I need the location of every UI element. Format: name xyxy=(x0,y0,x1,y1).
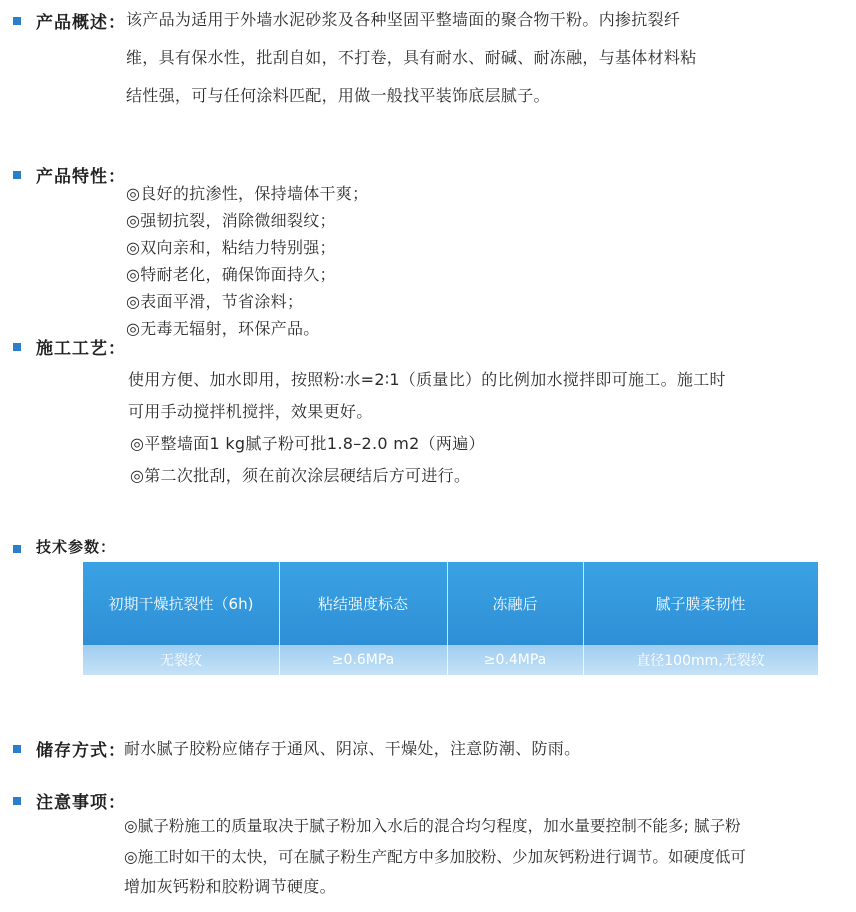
process-line-2: 可用手动搅拌机搅拌，效果更好。 xyxy=(128,402,373,421)
params-value-cell: ≥0.6MPa xyxy=(331,652,395,668)
params-table xyxy=(83,562,818,675)
notes-bullet-icon xyxy=(13,797,21,805)
overview-heading: 产品概述： xyxy=(36,13,126,33)
feature-item: ◎无毒无辐射，环保产品。 xyxy=(126,319,320,338)
storage-heading: 储存方式： xyxy=(36,741,126,761)
params-column-divider xyxy=(447,562,448,675)
params-header-cell: 冻融后 xyxy=(492,595,538,613)
params-value-cell: 无裂纹 xyxy=(160,653,202,669)
params-value-cell: 直径100mm,无裂纹 xyxy=(636,653,765,669)
params-column-divider xyxy=(279,562,280,675)
feature-item: ◎强韧抗裂，消除微细裂纹； xyxy=(126,211,336,230)
params-header-cell: 腻子膜柔韧性 xyxy=(655,595,746,613)
notes-line-2: ◎施工时如干的太快，可在腻子粉生产配方中多加胶粉、少加灰钙粉进行调节。如硬度低可 xyxy=(124,848,747,866)
params-table-value-row xyxy=(83,645,818,675)
feature-item: ◎良好的抗渗性，保持墙体干爽； xyxy=(126,184,369,203)
overview-line-1: 该产品为适用于外墙水泥砂浆及各种坚固平整墙面的聚合物干粉。内掺抗裂纤 xyxy=(126,10,681,29)
process-heading: 施工工艺： xyxy=(36,339,126,359)
overview-line-2: 维，具有保水性，批刮自如，不打卷，具有耐水、耐碱、耐冻融，与基体材料粘 xyxy=(126,48,697,67)
params-header-cell: 初期干燥抗裂性（6h) xyxy=(108,595,254,613)
notes-heading: 注意事项： xyxy=(36,793,126,813)
feature-item: ◎双向亲和，粘结力特别强； xyxy=(126,238,336,257)
feature-item: ◎特耐老化，确保饰面持久； xyxy=(126,265,336,284)
notes-line-1: ◎腻子粉施工的质量取决于腻子粉加入水后的混合均匀程度，加水量要控制不能多; 腻子粉 xyxy=(124,817,741,835)
features-heading: 产品特性： xyxy=(36,167,126,187)
overview-line-3: 结性强，可与任何涂料匹配，用做一般找平装饰底层腻子。 xyxy=(126,86,550,105)
storage-text: 耐水腻子胶粉应储存于通风、阴凉、干燥处，注意防潮、防雨。 xyxy=(124,739,581,758)
params-bullet-icon xyxy=(13,545,21,553)
process-line-1: 使用方便、加水即用，按照粉∶水=2∶1（质量比）的比例加水搅拌即可施工。施工时 xyxy=(128,370,726,389)
params-table-header-row xyxy=(83,562,818,645)
process-line-4: ◎第二次批刮，须在前次涂层硬结后方可进行。 xyxy=(130,466,471,485)
process-line-3: ◎平整墙面1 kg腻子粉可批1.8–2.0 m2（两遍） xyxy=(130,434,485,453)
params-heading: 技术参数： xyxy=(36,538,117,556)
features-bullet-icon xyxy=(13,171,21,179)
feature-item: ◎表面平滑，节省涂料； xyxy=(126,292,304,311)
params-header-cell: 粘结强度标态 xyxy=(317,595,408,613)
process-bullet-icon xyxy=(13,343,21,351)
params-column-divider xyxy=(583,562,584,675)
storage-bullet-icon xyxy=(13,745,21,753)
params-value-cell: ≥0.4MPa xyxy=(483,652,547,668)
overview-bullet-icon xyxy=(13,17,21,25)
notes-line-3: 增加灰钙粉和胶粉调节硬度。 xyxy=(124,877,336,896)
